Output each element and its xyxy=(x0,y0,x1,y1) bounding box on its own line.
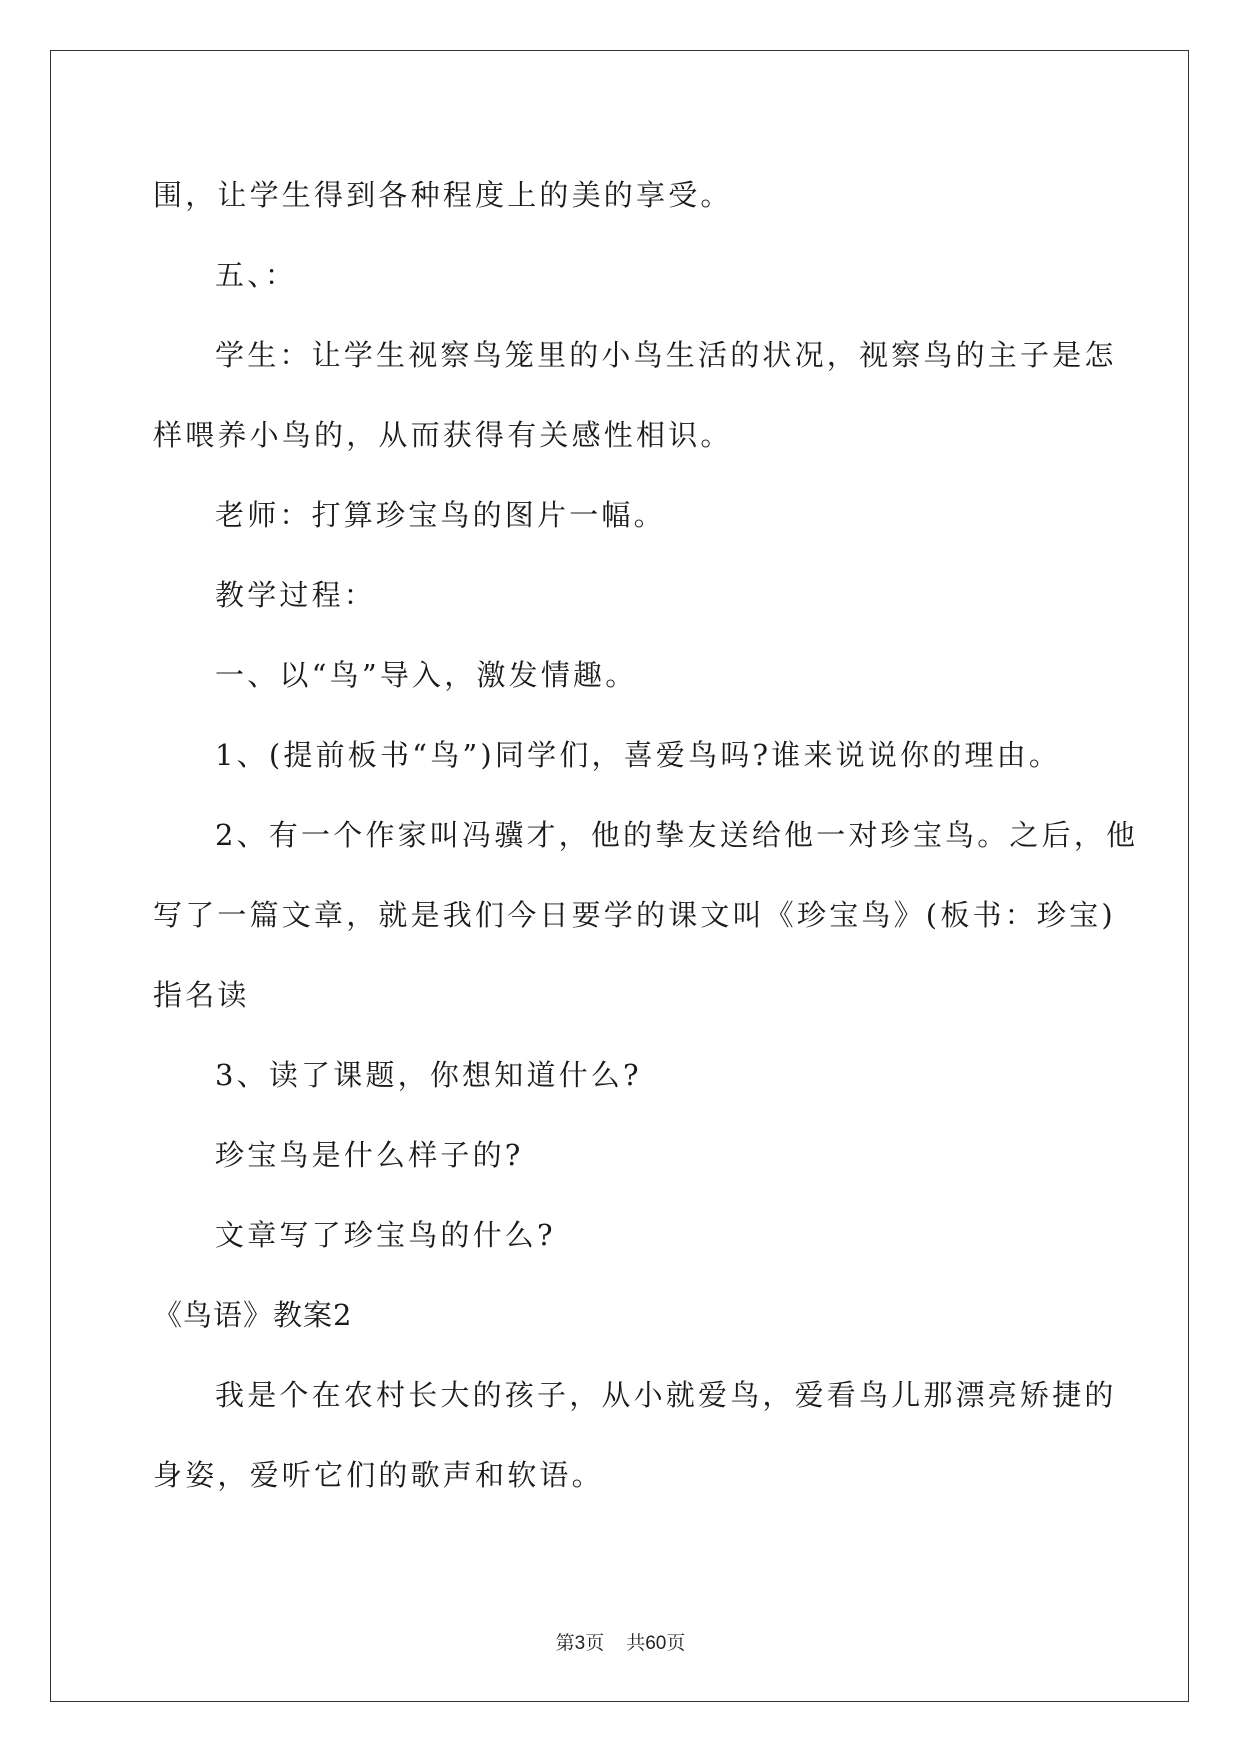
paragraph-line: 我是个在农村长大的孩子，从小就爱鸟，爱看鸟儿那漂亮矫捷的 xyxy=(215,1378,1117,1412)
paragraph-line: 1、(提前板书“鸟”)同学们，喜爱鸟吗?谁来说说你的理由。 xyxy=(215,738,1062,772)
section-heading: 五、： xyxy=(215,258,298,292)
lesson-heading: 《鸟语》教案2 xyxy=(153,1298,353,1332)
page-border xyxy=(50,50,1189,1702)
paragraph-line: 珍宝鸟是什么样子的? xyxy=(215,1138,524,1172)
paragraph-line: 写了一篇文章，就是我们今日要学的课文叫《珍宝鸟》(板书：珍宝) xyxy=(153,898,1116,932)
paragraph-line: 指名读 xyxy=(153,978,250,1012)
page-footer xyxy=(0,1632,1241,1656)
paragraph-line: 学生：让学生视察鸟笼里的小鸟生活的状况，视察鸟的主子是怎 xyxy=(215,338,1117,372)
paragraph-line: 文章写了珍宝鸟的什么? xyxy=(215,1218,556,1252)
paragraph-line: 2、有一个作家叫冯骥才，他的挚友送给他一对珍宝鸟。之后，他 xyxy=(215,818,1139,852)
paragraph-line: 样喂养小鸟的，从而获得有关感性相识。 xyxy=(153,418,733,452)
page-total: 共60页 xyxy=(626,1633,686,1654)
paragraph-line: 围，让学生得到各种程度上的美的享受。 xyxy=(153,178,733,212)
paragraph-line: 教学过程： xyxy=(215,578,377,612)
paragraph-line: 3、读了课题，你想知道什么? xyxy=(215,1058,642,1092)
paragraph-line: 身姿，爱听它们的歌声和软语。 xyxy=(153,1458,604,1492)
page-number: 第3页 xyxy=(555,1633,605,1654)
paragraph-line: 一、以“鸟”导入，激发情趣。 xyxy=(215,658,638,692)
paragraph-line: 老师：打算珍宝鸟的图片一幅。 xyxy=(215,498,666,532)
